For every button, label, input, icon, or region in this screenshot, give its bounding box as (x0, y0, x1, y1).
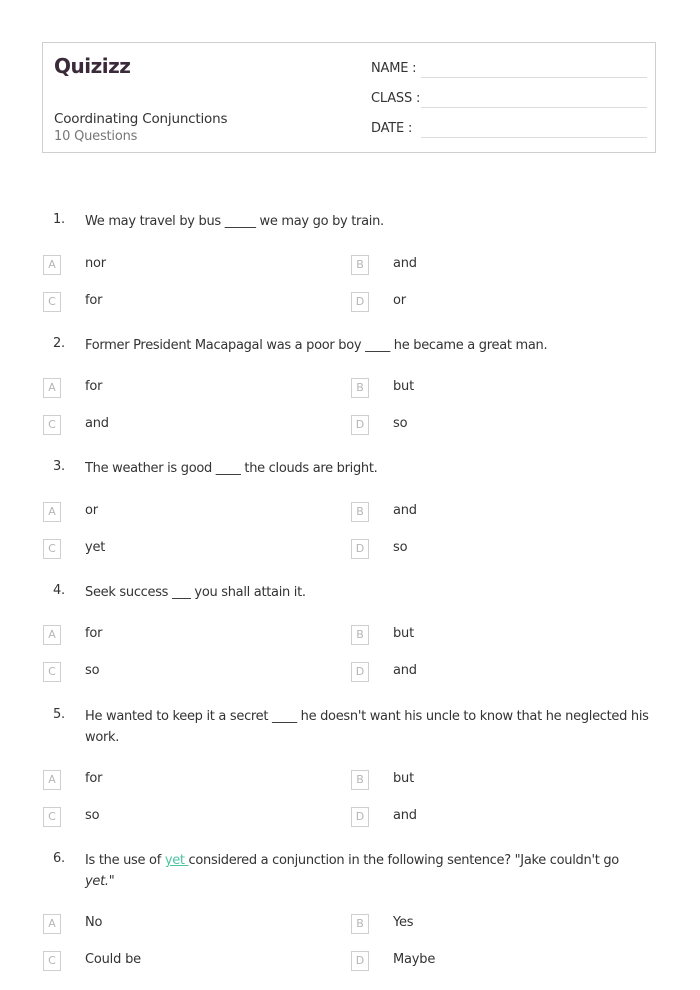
option-letter-box: D (351, 662, 369, 682)
option-letter-box: A (43, 255, 61, 275)
option-text: but (393, 771, 414, 786)
question-number: 5. (53, 707, 65, 722)
option-text: so (393, 540, 408, 555)
date-label: DATE : (371, 121, 413, 136)
date-field[interactable] (371, 121, 647, 141)
option-text: Yes (393, 915, 414, 930)
option-text: and (393, 256, 417, 271)
option-letter-box: B (351, 625, 369, 645)
quiz-title: Coordinating Conjunctions (54, 111, 228, 127)
option-text: so (393, 416, 408, 431)
option-letter-box: D (351, 292, 369, 312)
name-line[interactable] (421, 77, 647, 78)
option-text: but (393, 379, 414, 394)
option-letter-box: B (351, 770, 369, 790)
option-text: No (85, 915, 103, 930)
option-letter-box: C (43, 662, 61, 682)
option-text: Could be (85, 952, 141, 967)
option-letter-box: B (351, 255, 369, 275)
option-letter-box: B (351, 378, 369, 398)
option-text: for (85, 626, 103, 641)
option-text: and (393, 808, 417, 823)
worksheet-header (42, 42, 656, 153)
italic-word: yet. (85, 874, 109, 889)
option-text: so (85, 808, 100, 823)
option-text: so (85, 663, 100, 678)
class-line[interactable] (421, 107, 647, 108)
date-line[interactable] (421, 137, 647, 138)
class-label: CLASS : (371, 91, 421, 106)
option-letter-box: D (351, 539, 369, 559)
option-letter-box: D (351, 415, 369, 435)
option-letter-box: B (351, 914, 369, 934)
question-text: We may travel by bus _____ we may go by train. (85, 214, 384, 229)
question-number: 4. (53, 583, 65, 598)
option-letter-box: A (43, 770, 61, 790)
option-text: and (85, 416, 109, 431)
option-text: but (393, 626, 414, 641)
option-text: and (393, 503, 417, 518)
question-text-after: considered a conjunction in the following sentence? "Jake couldn't go (188, 853, 619, 868)
class-field[interactable] (371, 91, 647, 111)
question-text: Former President Macapagal was a poor boy ____ he became a great man. (85, 338, 548, 353)
option-text: Maybe (393, 952, 436, 967)
option-letter-box: C (43, 951, 61, 971)
option-text: for (85, 293, 103, 308)
quizizz-logo: Quizizz (54, 54, 131, 78)
question-text-end: " (108, 874, 115, 889)
option-letter-box: B (351, 502, 369, 522)
option-letter-box: C (43, 807, 61, 827)
question-text: The weather is good ____ the clouds are bright. (85, 461, 378, 476)
question-text (85, 850, 650, 892)
question-text: He wanted to keep it a secret ____ he doesn't want his uncle to know that he neglected his work. (85, 709, 649, 745)
question-number: 6. (53, 851, 65, 866)
option-text: yet (85, 540, 106, 555)
option-text: or (393, 293, 406, 308)
question-number: 1. (53, 212, 65, 227)
option-letter-box: D (351, 807, 369, 827)
option-text: nor (85, 256, 106, 271)
question-text: Seek success ___ you shall attain it. (85, 585, 306, 600)
option-letter-box: C (43, 539, 61, 559)
option-letter-box: C (43, 415, 61, 435)
option-text: for (85, 379, 103, 394)
option-text: or (85, 503, 98, 518)
name-label: NAME : (371, 61, 417, 76)
option-letter-box: D (351, 951, 369, 971)
question-number: 2. (53, 336, 65, 351)
option-letter-box: A (43, 502, 61, 522)
name-field[interactable] (371, 61, 647, 81)
option-letter-box: A (43, 378, 61, 398)
option-text: and (393, 663, 417, 678)
highlighted-word: yet (164, 853, 189, 868)
option-letter-box: C (43, 292, 61, 312)
question-text-before: Is the use of (85, 853, 165, 868)
option-letter-box: A (43, 914, 61, 934)
option-letter-box: A (43, 625, 61, 645)
option-text: for (85, 771, 103, 786)
question-number: 3. (53, 459, 65, 474)
question-count: 10 Questions (54, 129, 138, 144)
